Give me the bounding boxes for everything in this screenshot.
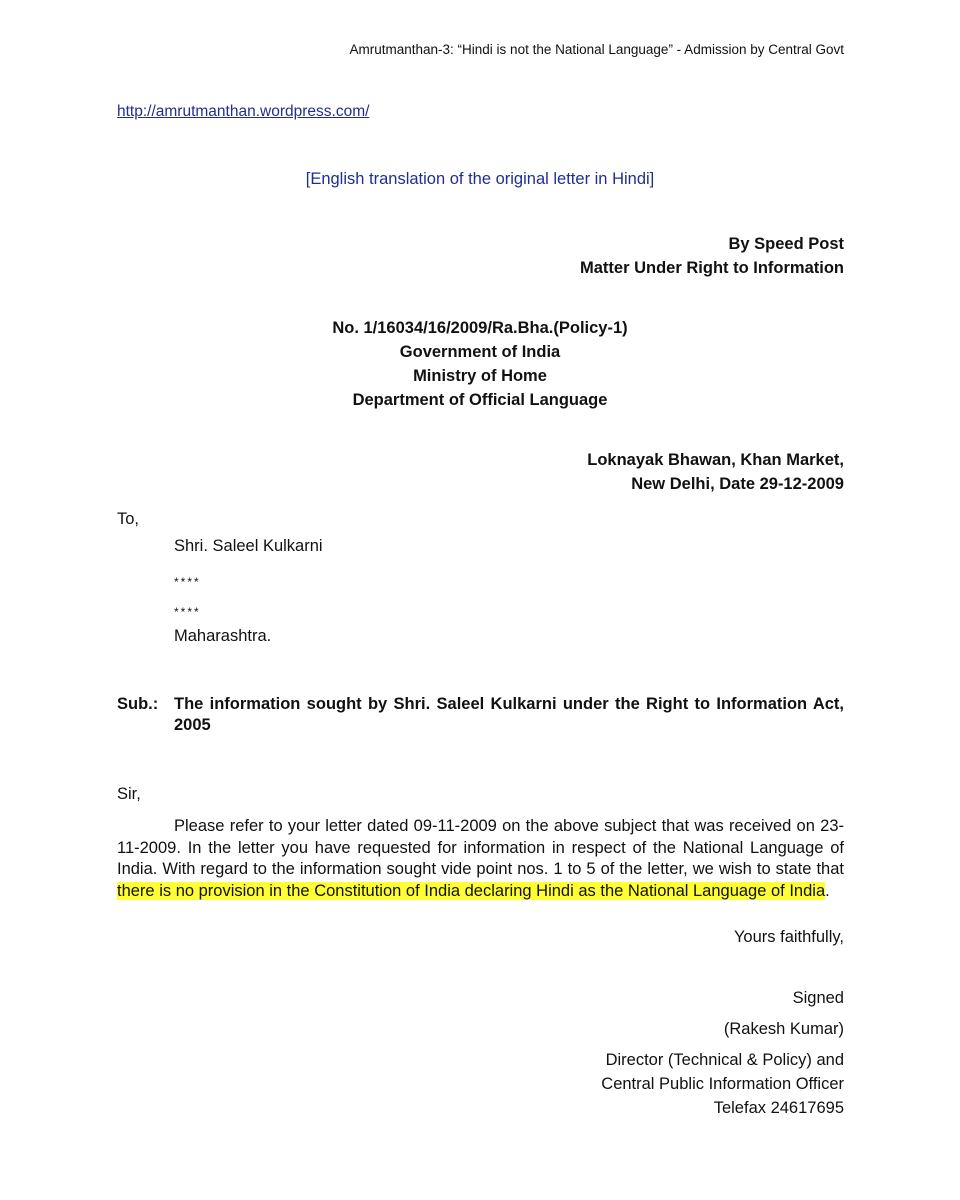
closing-line: Yours faithfully, <box>733 928 844 946</box>
signed-label: Signed <box>792 989 844 1007</box>
salutation: Sir, <box>117 785 141 803</box>
recipient-state: Maharashtra. <box>174 627 272 645</box>
signatory-designation: Director (Technical & Policy) and <box>605 1051 844 1069</box>
city-date: New Delhi, Date 29-12-2009 <box>631 475 844 493</box>
subject-text: The information sought by Shri. Saleel Kulkarni under the Right to Information Act, 2005 <box>174 695 844 734</box>
signatory-telefax: Telefax 24617695 <box>713 1099 844 1117</box>
signatory-name: (Rakesh Kumar) <box>723 1020 844 1038</box>
office-address: Loknayak Bhawan, Khan Market, <box>587 451 844 469</box>
department-name: Department of Official Language <box>352 391 608 409</box>
translation-note: [English translation of the original letter in Hindi] <box>305 170 655 188</box>
recipient-address-line: **** <box>174 605 201 619</box>
ministry-name: Ministry of Home <box>413 367 547 385</box>
body-ending: . <box>825 881 830 900</box>
signatory-office: Central Public Information Officer <box>601 1075 844 1093</box>
reference-number: No. 1/16034/16/2009/Ra.Bha.(Policy-1) <box>332 319 628 337</box>
highlighted-statement: there is no provision in the Constitution of India declaring Hindi as the National Language of India <box>117 881 826 900</box>
place-date-block <box>587 448 844 496</box>
recipient-address <box>174 537 323 657</box>
subject-label: Sub.: <box>117 695 159 713</box>
to-label: To, <box>117 510 140 528</box>
recipient-name: Shri. Saleel Kulkarni <box>174 537 323 555</box>
dispatch-matter: Matter Under Right to Information <box>580 259 844 277</box>
body-paragraph <box>117 816 844 902</box>
government-name: Government of India <box>399 343 561 361</box>
running-header: Amrutmanthan-3: “Hindi is not the National Language” - Admission by Central Govt <box>349 42 844 57</box>
body-intro-text: Please refer to your letter dated 09-11-2009 on the above subject that was received on 23-11-2009. In the letter you have requested for information in respect of the National Language of India. With regard to the information sought vide point nos. 1 to 5 of the letter, we wish to state that <box>117 817 844 878</box>
blog-link[interactable]: http://amrutmanthan.wordpress.com/ <box>117 103 370 120</box>
subject-line <box>117 694 844 736</box>
recipient-address-line: **** <box>174 575 201 589</box>
signature-block <box>601 986 844 1120</box>
reference-block <box>0 316 960 412</box>
dispatch-block <box>580 232 844 280</box>
dispatch-mode: By Speed Post <box>728 235 844 253</box>
